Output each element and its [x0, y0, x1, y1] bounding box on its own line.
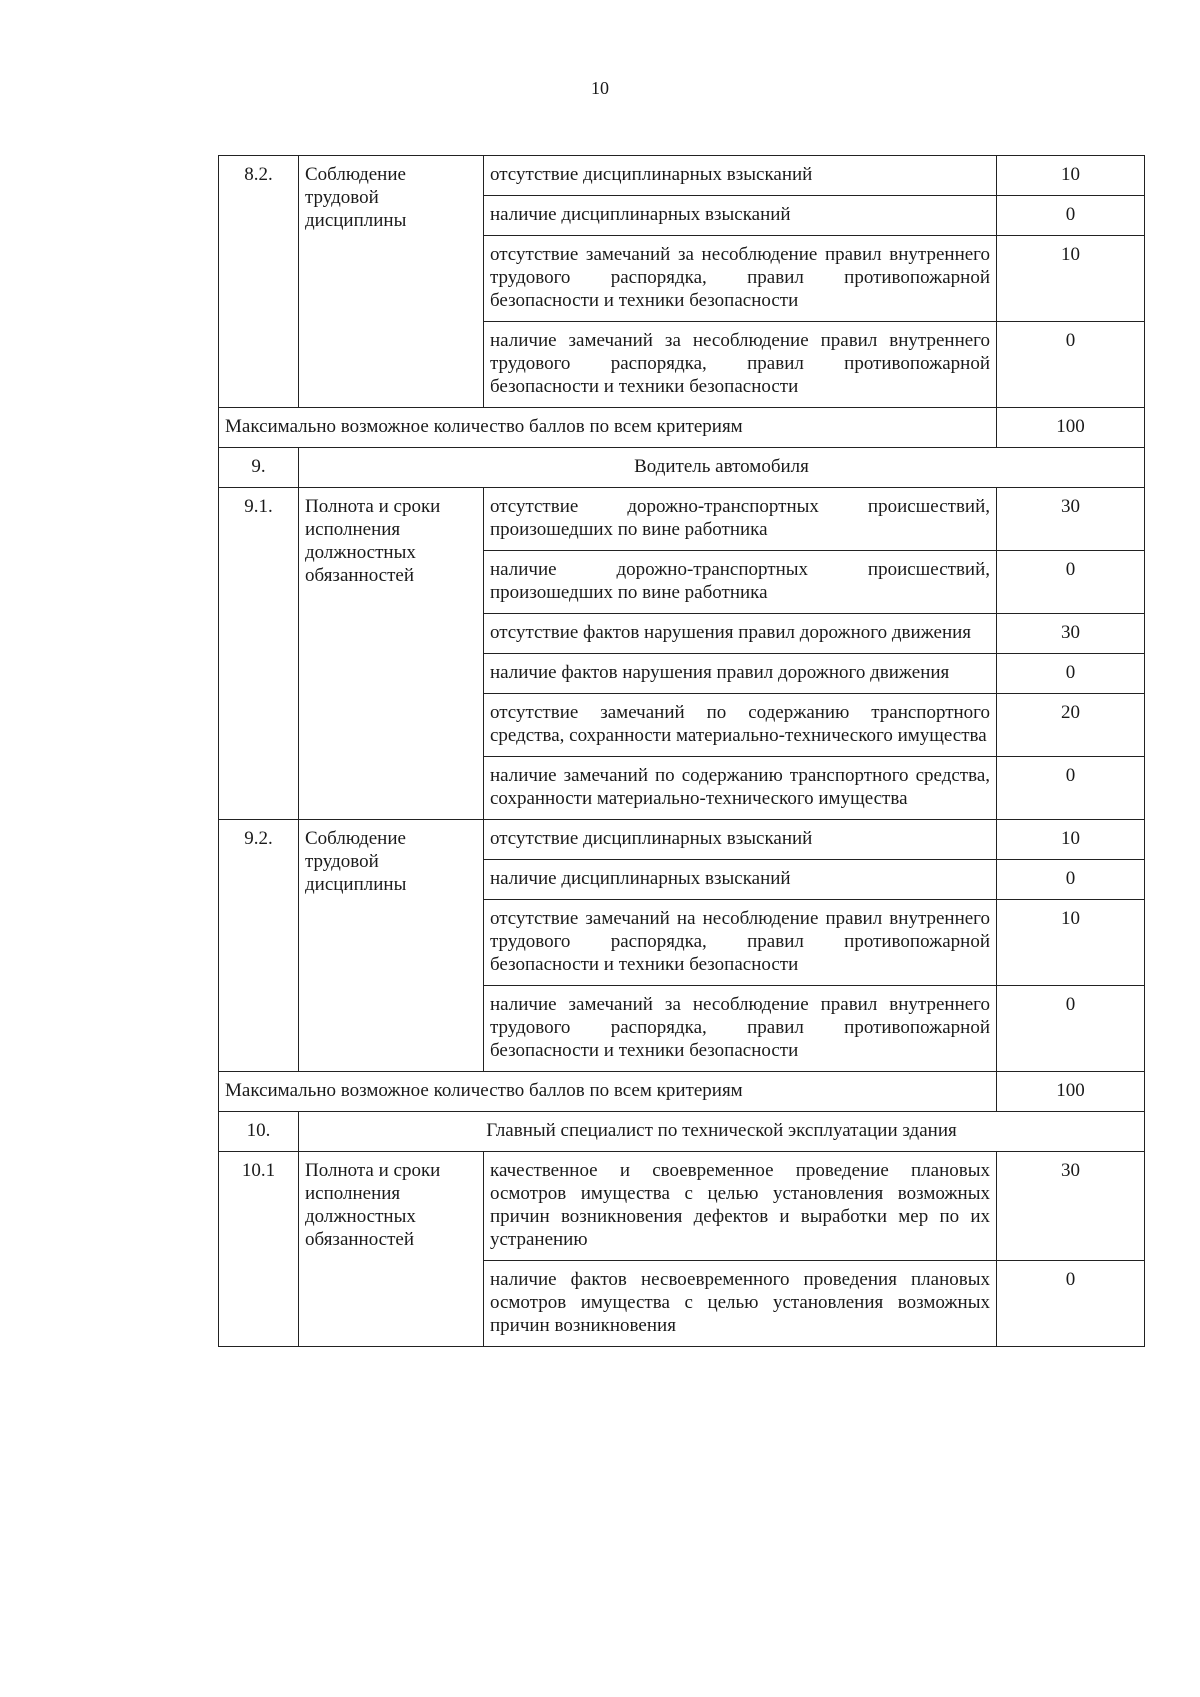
points: 0: [997, 757, 1145, 820]
item-number: 9.2.: [219, 820, 299, 1072]
section-number: 9.: [219, 448, 299, 488]
section-number: 10.: [219, 1112, 299, 1152]
item-number: 8.2.: [219, 156, 299, 408]
section-header-row: [219, 1112, 1145, 1152]
indicator: отсутствие замечаний по содержанию транспортного средства, сохранности материально-технического имущества: [484, 694, 997, 757]
indicator: отсутствие дисциплинарных взысканий: [484, 156, 997, 196]
points: 0: [997, 322, 1145, 408]
table-row: [219, 1152, 1145, 1261]
total-row: [219, 408, 1145, 448]
item-number: 9.1.: [219, 488, 299, 820]
points: 0: [997, 196, 1145, 236]
points: 0: [997, 551, 1145, 614]
total-value: 100: [997, 1072, 1145, 1112]
points: 10: [997, 236, 1145, 322]
points: 30: [997, 614, 1145, 654]
indicator: отсутствие дисциплинарных взысканий: [484, 820, 997, 860]
indicator: наличие замечаний по содержанию транспортного средства, сохранности материально-технического имущества: [484, 757, 997, 820]
total-label: Максимально возможное количество баллов по всем критериям: [219, 408, 997, 448]
indicator: качественное и своевременное проведение плановых осмотров имущества с целью установления возможных причин возникновения дефектов и выработки мер по их устранению: [484, 1152, 997, 1261]
criterion: Соблюдение трудовой дисциплины: [299, 820, 484, 1072]
points: 0: [997, 1261, 1145, 1347]
section-header-row: [219, 448, 1145, 488]
indicator: отсутствие замечаний на несоблюдение правил внутреннего трудового распорядка, правил противопожарной безопасности и техники безопасности: [484, 900, 997, 986]
points: 10: [997, 156, 1145, 196]
points: 30: [997, 488, 1145, 551]
indicator: наличие замечаний за несоблюдение правил внутреннего трудового распорядка, правил противопожарной безопасности и техники безопасности: [484, 322, 997, 408]
total-label: Максимально возможное количество баллов по всем критериям: [219, 1072, 997, 1112]
table-row: [219, 488, 1145, 551]
points: 20: [997, 694, 1145, 757]
table-row: [219, 156, 1145, 196]
indicator: наличие фактов несвоевременного проведения плановых осмотров имущества с целью установления возможных причин возникновения: [484, 1261, 997, 1347]
criteria-table: [218, 155, 1145, 1347]
indicator: отсутствие дорожно-транспортных происшествий, произошедших по вине работника: [484, 488, 997, 551]
criterion: Полнота и сроки исполнения должностных обязанностей: [299, 1152, 484, 1347]
points: 10: [997, 820, 1145, 860]
indicator: наличие замечаний за несоблюдение правил внутреннего трудового распорядка, правил противопожарной безопасности и техники безопасности: [484, 986, 997, 1072]
indicator: наличие дисциплинарных взысканий: [484, 196, 997, 236]
indicator: наличие фактов нарушения правил дорожного движения: [484, 654, 997, 694]
item-number: 10.1: [219, 1152, 299, 1347]
points: 0: [997, 860, 1145, 900]
total-row: [219, 1072, 1145, 1112]
indicator: отсутствие фактов нарушения правил дорожного движения: [484, 614, 997, 654]
points: 10: [997, 900, 1145, 986]
points: 0: [997, 654, 1145, 694]
total-value: 100: [997, 408, 1145, 448]
section-title: Водитель автомобиля: [299, 448, 1145, 488]
section-title: Главный специалист по технической эксплуатации здания: [299, 1112, 1145, 1152]
table-row: [219, 820, 1145, 860]
page-number: 10: [591, 78, 609, 98]
indicator: наличие дорожно-транспортных происшествий, произошедших по вине работника: [484, 551, 997, 614]
points: 30: [997, 1152, 1145, 1261]
criterion: Соблюдение трудовой дисциплины: [299, 156, 484, 408]
indicator: наличие дисциплинарных взысканий: [484, 860, 997, 900]
points: 0: [997, 986, 1145, 1072]
criterion: Полнота и сроки исполнения должностных обязанностей: [299, 488, 484, 820]
indicator: отсутствие замечаний за несоблюдение правил внутреннего трудового распорядка, правил противопожарной безопасности и техники безопасности: [484, 236, 997, 322]
